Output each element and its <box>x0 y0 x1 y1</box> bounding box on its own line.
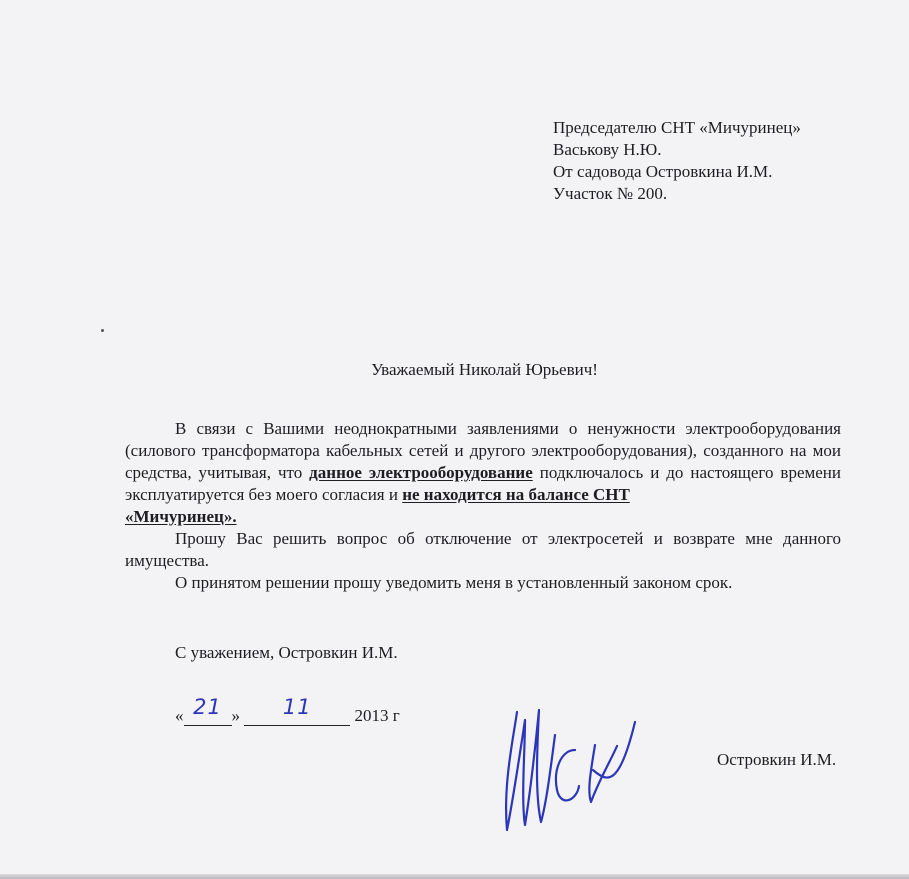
date-line <box>175 695 400 726</box>
date-month-handwritten: 11 <box>282 695 312 719</box>
scan-speck <box>101 329 104 332</box>
salutation: Уважаемый Николай Юрьевич! <box>371 360 598 379</box>
addressee-line: Васькову Н.Ю. <box>553 140 662 159</box>
addressee-block <box>553 117 801 205</box>
date-day-field <box>184 695 232 726</box>
addressee-line: Участок № 200. <box>553 184 668 203</box>
addressee-line: Председателю СНТ «Мичуринец» <box>553 118 801 137</box>
letter-body <box>125 418 841 594</box>
p1-underlined-phrase: данное электрооборудование <box>309 463 533 482</box>
date-close-quote: » <box>231 706 240 725</box>
date-open-quote: « <box>175 706 184 725</box>
p1-text-a: В связи с Вашими неоднократными заявлениями о ненужности электрооборудования (силового трансформатора кабельных сетей и другого электрооборудования), созданного на мои средства, учитывая, что <box>125 419 841 482</box>
paragraph-1 <box>125 418 841 528</box>
p1-bold-underlined-1: не находится на балансе СНТ <box>402 485 630 504</box>
paragraph-3: О принятом решении прошу уведомить меня в установленный законом срок. <box>175 573 733 592</box>
date-day-handwritten: 21 <box>193 695 222 719</box>
handwritten-signature <box>495 690 645 840</box>
closing-line: С уважением, Островкин И.М. <box>175 643 398 662</box>
addressee-line: От садовода Островкина И.М. <box>553 162 773 181</box>
page-bottom-edge <box>0 874 909 879</box>
p1-text-b: подключалось и до настоящего времени эксплуатируется без моего согласия и <box>125 463 841 504</box>
paragraph-2: Прошу Вас решить вопрос об отключение от электросетей и возврате мне данного имущества. <box>125 529 841 570</box>
date-month-field <box>244 695 350 726</box>
signature-name: Островкин И.М. <box>717 750 837 769</box>
p1-bold-underlined-2: «Мичуринец». <box>125 507 237 526</box>
date-year: 2013 г <box>354 706 400 725</box>
